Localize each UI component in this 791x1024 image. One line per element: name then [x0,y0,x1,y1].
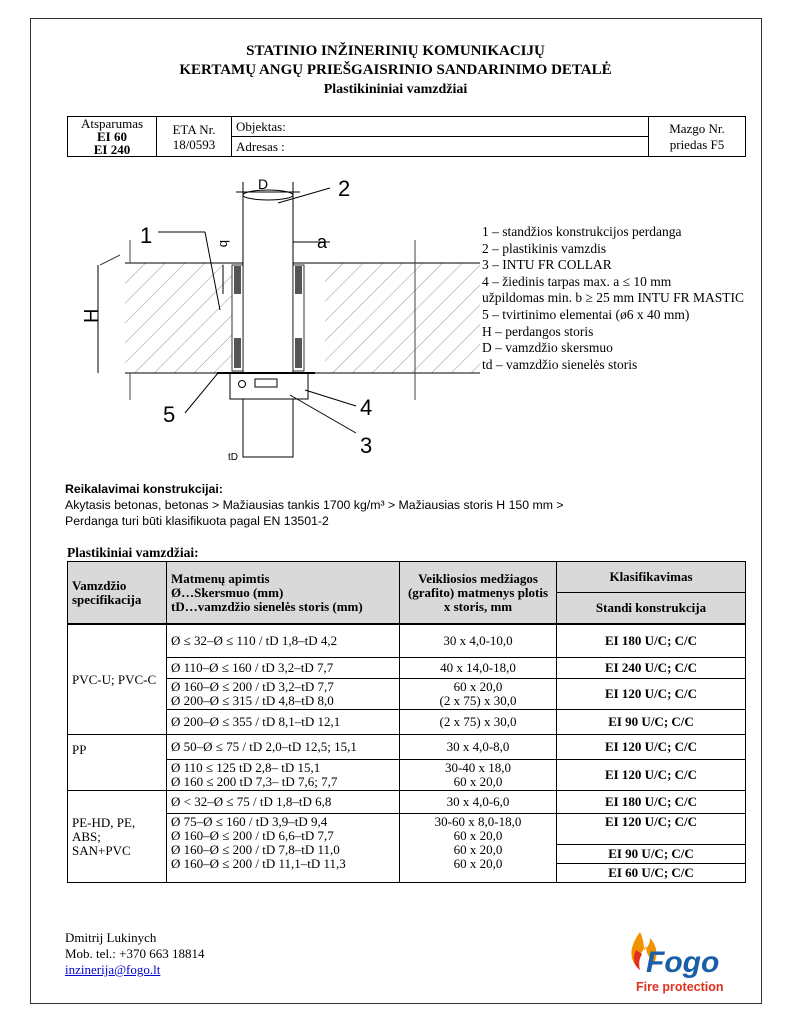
mastic-top-left [234,266,241,294]
group-pvc: PVC-U; PVC-C [68,624,167,735]
legend-item: 3 – INTU FR COLLAR [482,257,612,273]
contact-email-link[interactable]: inzinerija@fogo.lt [65,962,161,977]
group-pp: PP [68,735,167,791]
contact-phone: Mob. tel.: +370 663 18814 [65,946,205,961]
label-5: 5 [163,402,176,427]
table-row: Ø 200–Ø ≤ 355 / tD 8,1–tD 12,1 (2 x 75) x 30,0 EI 90 U/C; C/C [68,710,746,735]
address-field[interactable]: Adresas : [232,137,649,157]
legend-item: 2 – plastikinis vamzdis [482,240,607,256]
table-row: PP Ø 50–Ø ≤ 75 / tD 2,0–tD 12,5; 15,1 30 x 4,0-8,0 EI 120 U/C; C/C [68,735,746,760]
legend-item: užpildomas min. b ≥ 25 mm INTU FR MASTIC [482,290,745,306]
header-material: Veikliosios medžiagos (grafito) matmenys plotis x storis, mm [400,562,557,625]
slab-left [125,263,245,373]
object-field[interactable]: Objektas: [232,117,649,137]
label-td: tD [228,452,238,463]
eta-cell: ETA Nr. 18/0593 [157,117,232,157]
resistance-cell: Atsparumas EI 60 EI 240 [68,117,157,157]
table-row: Ø 110–Ø ≤ 160 / tD 3,2–tD 7,7 40 x 14,0-18,0 EI 240 U/C; C/C [68,658,746,679]
mastic-bottom-left [234,338,241,368]
requirements-title: Reikalavimai konstrukcijai: [65,482,223,496]
pipe [243,195,293,457]
group-pe: PE-HD, PE, ABS; SAN+PVC [68,791,167,883]
header-class-sub: Standi konstrukcija [557,593,746,625]
node-cell: Mazgo Nr. priedas F5 [649,117,746,157]
slab-right [325,263,480,373]
header-spec: Vamzdžio specifikacija [68,562,167,625]
table-row: EI 90 U/C; C/C [68,845,746,864]
header-range: Matmenų apimtis Ø…Skersmuo (mm) tD…vamzdžio sienelės storis (mm) [167,562,400,625]
requirements [65,481,564,529]
table-row: PE-HD, PE, ABS; SAN+PVC Ø < 32–Ø ≤ 75 / tD 1,8–tD 6,8 30 x 4,0-6,0 EI 180 U/C; C/C [68,791,746,814]
contact-info [65,930,205,978]
label-3: 3 [360,433,373,458]
requirements-line: Akytasis betonas, betonas > Mažiausias tankis 1700 kg/m³ > Mažiausias storis H 150 mm > [65,498,564,512]
requirements-line: Perdanga turi būti klasifikuota pagal EN 13501-2 [65,514,329,528]
label-b: b [217,240,232,248]
table-row: Ø 75–Ø ≤ 160 / tD 3,9–tD 9,4 Ø 160–Ø ≤ 200 / tD 6,6–tD 7,7 Ø 160–Ø ≤ 200 / tD 7,8–tD 11,0 Ø 160–Ø ≤ 200 / tD 11,1–tD 11,3 30-60 x 8,0-18,0 60 x 20,0 60 x 20,0 60 x 20,0 EI 120 U/C; C/C [68,814,746,845]
title-line-2: KERTAMŲ ANGŲ PRIEŠGAISRINIO SANDARINIMO DETALĖ [179,62,612,78]
fogo-logo [626,928,750,994]
logo-wordmark: Fogo [646,946,720,979]
legend-item: 5 – tvirtinimo elementai (ø6 x 40 mm) [482,306,690,322]
legend-item: 4 – žiedinis tarpas max. a ≤ 10 mm [482,273,672,289]
label-H: H [81,308,103,323]
label-1: 1 [140,223,153,248]
classification-table [67,561,746,883]
contact-name: Dmitrij Lukinych [65,930,157,945]
label-4: 4 [360,395,373,420]
table-row: PVC-U; PVC-C Ø ≤ 32–Ø ≤ 110 / tD 1,8–tD 4,2 30 x 4,0-10,0 EI 180 U/C; C/C [68,624,746,658]
legend-item: D – vamzdžio skersmuo [482,340,613,356]
legend-item: 1 – standžios konstrukcijos perdanga [482,224,682,239]
table-row: Ø 110 ≤ 125 tD 2,8– tD 15,1 Ø 160 ≤ 200 tD 7,3– tD 7,6; 7,7 30-40 x 18,0 60 x 20,0 EI 120 U/C; C/C [68,760,746,791]
legend-item: H – perdangos storis [482,323,594,339]
table-title: Plastikiniai vamzdžiai: [67,545,199,560]
section-diagram [60,170,480,465]
info-table [67,116,746,157]
title-line-3: Plastikininiai vamzdžiai [323,82,468,97]
header-class: Klasifikavimas [557,562,746,593]
label-a: a [317,232,328,252]
mastic-top-right [295,266,302,294]
label-2: 2 [338,176,351,201]
label-D: D [258,176,269,192]
diagram-legend [482,224,744,373]
legend-item: td – vamzdžio sienelės storis [482,356,638,372]
mastic-bottom-right [295,338,302,368]
table-row: Ø 160–Ø ≤ 200 / tD 3,2–tD 7,7 Ø 200–Ø ≤ 315 / tD 4,8–tD 8,0 60 x 20,0 (2 x 75) x 30,0 EI 120 U/C; C/C [68,679,746,710]
table-row: EI 60 U/C; C/C [68,864,746,883]
logo-tagline: Fire protection [636,980,724,994]
title-line-1: STATINIO INŽINERINIŲ KOMUNIKACIJŲ [246,43,545,59]
